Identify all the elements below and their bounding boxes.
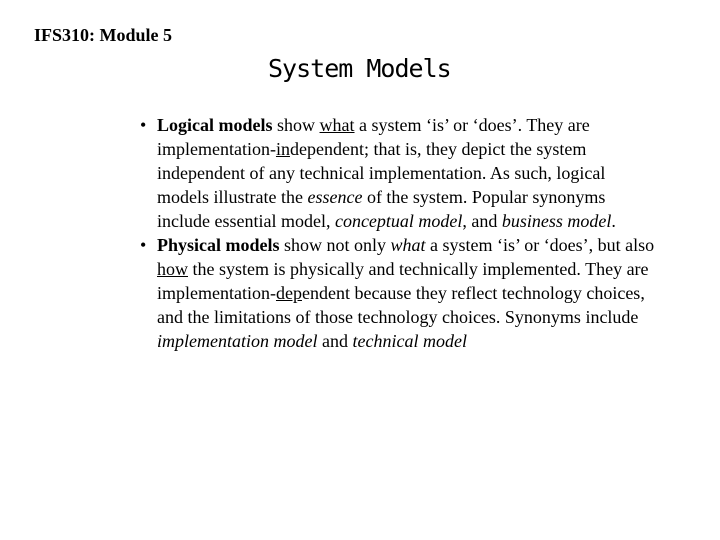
bullet-text-segment: Physical models xyxy=(157,235,280,255)
bullet-text-segment: , and xyxy=(462,211,502,231)
bullet-text-segment: business model xyxy=(501,211,612,231)
bullet-text-segment: technical model xyxy=(352,331,467,351)
bullet-text-segment: show not only xyxy=(279,235,391,255)
bullet-text-segment: what xyxy=(319,115,355,135)
bullet-text-segment: . xyxy=(611,211,616,231)
bullet-text-segment: and xyxy=(317,331,353,351)
bullet-text-segment: a system ‘is’ or ‘does’. They are implementation- xyxy=(157,115,590,159)
bullet-text-segment: in xyxy=(275,139,290,159)
bullet-text-segment: dep xyxy=(275,283,302,303)
bullet-text-segment: how xyxy=(157,259,188,279)
bullet-text-segment: show xyxy=(272,115,320,135)
bullet-marker: • xyxy=(140,115,147,135)
bullet-text-segment: what xyxy=(390,235,426,255)
bullet-text-segment: of the system. Popular synonyms include essential model, xyxy=(157,187,606,231)
bullet-text-segment: endent because they reflect technology choices, and the limitations of those technology choices. Synonyms include xyxy=(157,283,645,327)
bullet-item xyxy=(140,233,660,353)
bullet-text-segment: Logical models xyxy=(157,115,273,135)
bullet-list xyxy=(140,113,660,353)
course-header: IFS310: Module 5 xyxy=(34,25,173,45)
bullet-text-segment: conceptual model xyxy=(334,211,463,231)
bullet-marker: • xyxy=(140,235,147,255)
bullet-text-segment: the system is physically and technically implemented. They are implementation- xyxy=(157,259,649,303)
bullet-text-segment: implementation model xyxy=(157,331,318,351)
bullet-text-segment: dependent; that is, they depict the system independent of any technical implementation. As such, logical models illustrate the xyxy=(157,139,606,207)
bullet-text-segment: essence xyxy=(307,187,363,207)
slide-title: System Models xyxy=(268,54,451,83)
bullet-item xyxy=(140,113,660,233)
bullet-text-segment: a system ‘is’ or ‘does’, but also xyxy=(425,235,655,255)
